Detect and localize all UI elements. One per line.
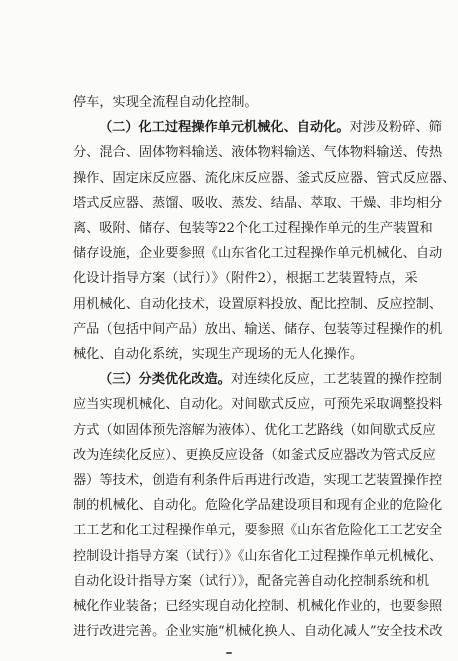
paragraph-line: 应当实现机械化、自动化。对间歇式反应，可预先采取调整投料: [73, 397, 443, 413]
section-3-heading: （三）分类优化改造。: [99, 372, 231, 388]
paragraph-line: 离、吸附、储存、包装等22个化工过程操作单元的生产装置和: [73, 221, 433, 236]
paragraph-line: 器）等技术，创造有利条件后再进行改造，实现工艺装置操作控: [73, 473, 443, 488]
paragraph-line: 化设计指导方案（试行）》（附件2），根据工艺装置特点，采: [73, 271, 418, 287]
paragraph-line: 产品（包括中间产品）放出、输送、储存、包装等过程操作的机: [73, 321, 443, 337]
paragraph-line: 用机械化、自动化技术，设置原料投放、配比控制、反应控制、: [73, 296, 443, 312]
section-3-first-line: [99, 372, 442, 388]
paragraph-line: 塔式反应器、蒸馏、吸收、蒸发、结晶、萃取、干燥、非均相分: [73, 195, 443, 211]
paragraph-line: 控制设计指导方案（试行）》《山东省化工过程操作单元机械化、: [73, 548, 443, 564]
paragraph-line: 改为连续化反应）、更换反应设备（如釜式反应器改为管式反应: [73, 447, 436, 463]
section-2-heading: （二）化工过程操作单元机械化、自动化。: [99, 120, 350, 136]
paragraph-line: 械化作业装备；已经实现自动化控制、机械化作业的，也要参照: [73, 599, 443, 614]
paragraph-line: 储存设施，企业要参照《山东省化工过程操作单元机械化、自动: [73, 246, 443, 262]
paragraph-line: 工工艺和化工过程操作单元，要参照《山东省危险化工工艺安全: [73, 523, 443, 539]
page-number-mark: [226, 652, 232, 654]
paragraph-line: 分、混合、固体物料输送、液体物料输送、气体物料输送、传热: [73, 145, 443, 161]
section-2-first-line-text: 对涉及粉碎、筛: [349, 120, 442, 136]
paragraph-line: 制的机械化、自动化。危险化学品建设项目和现有企业的危险化: [73, 498, 443, 514]
paragraph-line: 进行改进完善。企业实施“机械化换人、自动化减人”安全技术改: [73, 624, 443, 640]
section-2-first-line: [99, 120, 442, 136]
paragraph-line: 械化、自动化系统，实现生产现场的无人化操作。: [73, 347, 364, 362]
section-3-first-line-text: 对连续化反应，工艺装置的操作控制: [230, 372, 442, 388]
paragraph-line: 方式（如固体预先溶解为液体）、优化工艺路线（如间歇式反应: [73, 422, 436, 438]
paragraph-line: 操作、固定床反应器、流化床反应器、釜式反应器、管式反应器、: [73, 170, 456, 186]
paragraph-line: 停车，实现全流程自动化控制。: [73, 95, 258, 110]
paragraph-line: 自动化设计指导方案（试行）》，配备完善自动化控制系统和机: [73, 573, 430, 589]
